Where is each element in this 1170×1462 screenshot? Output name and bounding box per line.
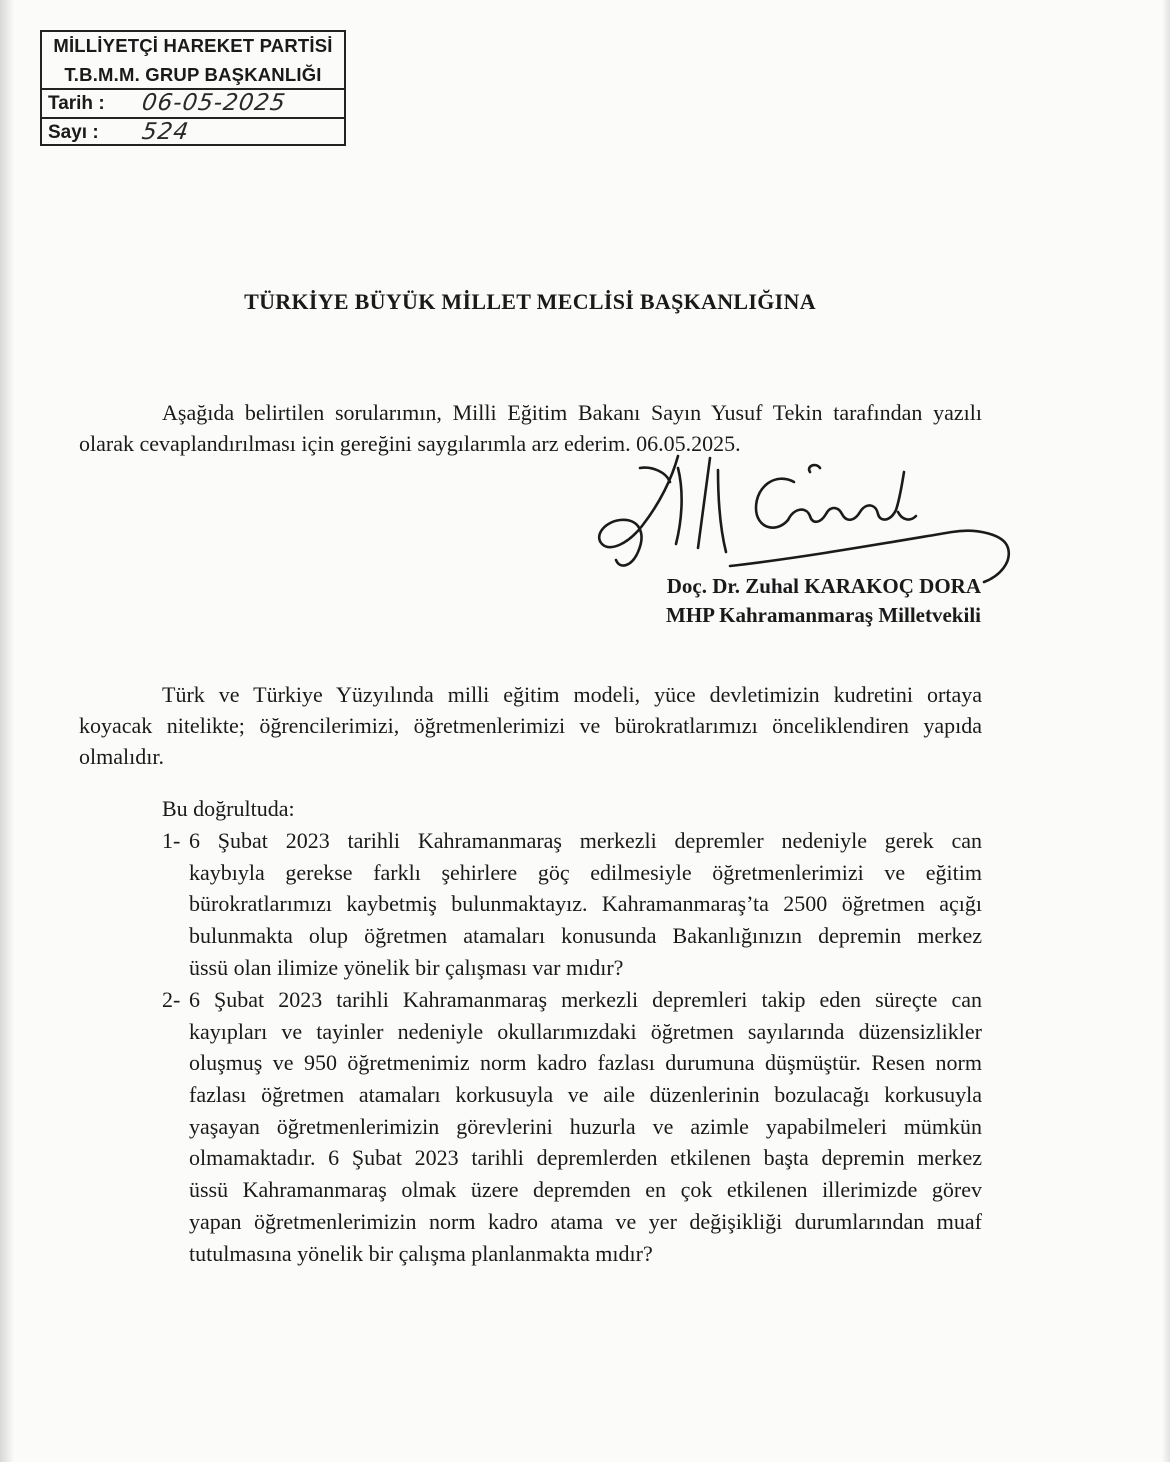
- receipt-stamp: [40, 30, 346, 146]
- question-1-body: [189, 825, 982, 983]
- scan-edge-shadow-right: [1162, 0, 1170, 1462]
- question-1: [162, 825, 982, 985]
- document-title: TÜRKİYE BÜYÜK MİLLET MECLİSİ BAŞKANLIĞINA: [244, 289, 816, 314]
- stamp-group-name: T.B.M.M. GRUP BAŞKANLIĞI: [42, 61, 344, 90]
- question-1-number: 1-: [162, 828, 181, 853]
- stamp-party-name: MİLLİYETÇİ HAREKET PARTİSİ: [53, 35, 333, 56]
- signer-name: Doç. Dr. Zuhal KARAKOÇ DORA: [666, 574, 981, 598]
- question-1-line-5: üssü olan ilimize yönelik bir çalışması var mıdır?: [189, 954, 624, 980]
- question-2-line-7: üssü Kahramanmaraş olmak üzere depremden en çok etkilenen illerimizde görev: [189, 1177, 982, 1203]
- question-2-line-6: olmamaktadır. 6 Şubat 2023 tarihli depremlerden etkilenen başta depremin merkez: [189, 1145, 982, 1171]
- question-2-line-2: kayıpları ve tayinler nedeniyle okullarımızdaki öğretmen sayılarında düzensizlikler: [189, 1018, 982, 1044]
- question-1-line-3: bürokratlarımızı kaybetmiş bulunmaktayız. Kahramanmaraş’ta 2500 öğretmen açığı: [189, 891, 982, 917]
- question-1-line-4: bulunmakta olup öğretmen atamaları konusunda Bakanlığınızın depremin merkez: [189, 923, 982, 949]
- question-2-line-4: fazlası öğretmen atamaları korkusuyla ve aile düzenlerinin bozulacağı korkusuyla: [189, 1082, 982, 1108]
- stamp-number-label: Sayı :: [48, 122, 99, 143]
- intro-line-1: Aşağıda belirtilen sorularımın, Milli Eğitim Bakanı Sayın Yusuf Tekin tarafından yazılı: [162, 400, 982, 425]
- stamp-date-row: [42, 90, 344, 119]
- stamp-date-value: 06-05-2025: [140, 90, 288, 116]
- body-line-2-wrap: [79, 710, 982, 741]
- body-line-1-wrap: [162, 679, 982, 710]
- question-2-number: 2-: [162, 987, 181, 1012]
- question-2-line-3: oluşmuş ve 950 öğretmenimiz norm kadro fazlası durumuna düşmüştür. Resen norm: [189, 1050, 982, 1076]
- body-line-2: koyacak nitelikte; öğrencilerimizi, öğretmenlerimizi ve bürokratlarımızı önceliklendiren yapıda: [79, 713, 982, 738]
- stamp-number-row: [42, 119, 344, 146]
- lead-text-wrap: [162, 793, 562, 824]
- stamp-number-value: 524: [140, 119, 191, 145]
- body-line-1: Türk ve Türkiye Yüzyılında milli eğitim modeli, yüce devletimizin kudretini ortaya: [162, 682, 982, 707]
- question-2: [162, 984, 982, 1274]
- question-2-line-1: 6 Şubat 2023 tarihli Kahramanmaraş merkezli depremleri takip eden süreçte can: [189, 987, 982, 1012]
- question-1-line-1: 6 Şubat 2023 tarihli Kahramanmaraş merkezli depremler nedeniyle gerek can: [189, 828, 982, 853]
- question-1-line-2: kaybıyla gerekse farklı şehirlere göç edilmesiyle öğretmenlerimizi ve eğitim: [189, 859, 982, 885]
- stamp-date-label: Tarih :: [48, 93, 105, 114]
- lead-text: Bu doğrultuda:: [162, 796, 295, 821]
- question-2-line-9: tutulmasına yönelik bir çalışma planlanmakta mıdır?: [189, 1240, 653, 1266]
- question-2-body: [189, 984, 982, 1269]
- scan-edge-shadow: [0, 0, 14, 1462]
- intro-line-1-wrap: [162, 397, 982, 428]
- intro-line-2: olarak cevaplandırılması için gereğini saygılarımla arz ederim. 06.05.2025.: [79, 431, 741, 456]
- body-line-3-wrap: [79, 741, 379, 772]
- signer-role: MHP Kahramanmaraş Milletvekili: [666, 603, 981, 627]
- question-2-line-8: yapan öğretmenlerimizin norm kadro atama ve yer değişikliği durumlarından muaf: [189, 1208, 982, 1234]
- question-2-line-5: yaşayan öğretmenlerimizin görevlerini huzurla ve azimle yapabilmeleri mümkün: [189, 1113, 982, 1139]
- body-line-3: olmalıdır.: [79, 744, 164, 769]
